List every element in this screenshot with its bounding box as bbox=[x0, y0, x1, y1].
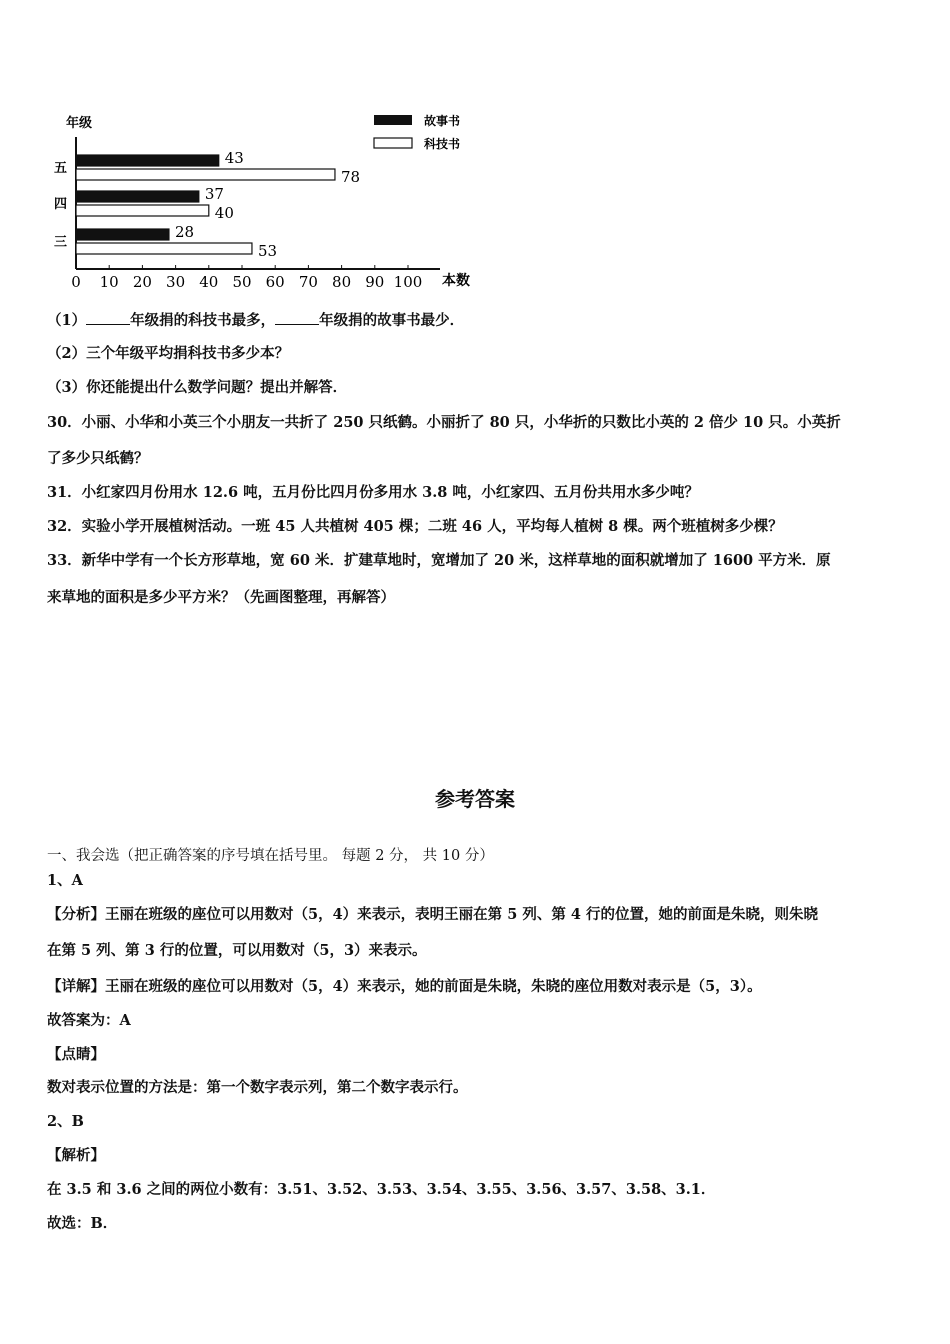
q29-part1 bbox=[47, 310, 910, 331]
answer2-explain-text: 在 3.5 和 3.6 之间的两位小数有：3.51、3.52、3.53、3.54、3.55、3.56、3.57、3.58、3.1． bbox=[47, 1181, 716, 1198]
story-bar-2 bbox=[76, 229, 169, 240]
science-bar-2 bbox=[76, 243, 252, 254]
story-value-label-0: 43 bbox=[224, 149, 244, 167]
x-tick-label-70: 70 bbox=[298, 273, 318, 291]
answer1-result: 故答案为：A bbox=[47, 1012, 131, 1029]
category-label-2: 三 bbox=[54, 235, 68, 250]
x-axis-label: 本数 bbox=[442, 273, 470, 289]
answer1-analysis-line1: 【分析】王丽在班级的座位可以用数对（5，4）来表示，表明王丽在第 5 列、第 4 行的位置，她的前面是朱晓，则朱晓 bbox=[47, 906, 819, 923]
answer-blank[interactable] bbox=[275, 310, 319, 325]
x-tick-label-60: 60 bbox=[265, 273, 285, 291]
science-value-label-2: 53 bbox=[257, 242, 278, 260]
science-bar-0 bbox=[76, 169, 335, 180]
q29-part1-text-a: 年级捐的科技书最多， bbox=[130, 312, 276, 329]
story-value-label-2: 28 bbox=[174, 223, 195, 241]
q32: 32．实验小学开展植树活动。一班 45 人共植树 405 棵；二班 46 人，平均每人植树 8 棵。两个班植树多少棵？ bbox=[47, 518, 783, 535]
q31: 31．小红家四月份用水 12.6 吨，五月份比四月份多用水 3.8 吨，小红家四、五月份共用水多少吨？ bbox=[47, 484, 699, 501]
story-bar-1 bbox=[76, 191, 199, 202]
answer1-comment-text: 数对表示位置的方法是：第一个数字表示列，第二个数字表示行。 bbox=[47, 1079, 468, 1096]
category-label-1: 四 bbox=[54, 197, 68, 212]
bar-chart bbox=[40, 105, 500, 300]
section1-heading: 一、我会选（把正确答案的序号填在括号里。 每题 2 分， 共 10 分） bbox=[47, 848, 494, 864]
q29-part3: （3）你还能提出什么数学问题？提出并解答． bbox=[47, 379, 348, 396]
y-axis-label: 年级 bbox=[66, 116, 93, 131]
answer2-explain-label: 【解析】 bbox=[47, 1147, 105, 1164]
category-label-0: 五 bbox=[54, 161, 68, 176]
x-tick-label-0: 0 bbox=[71, 273, 81, 291]
q33-line2: 来草地的面积是多少平方米？（先画图整理，再解答） bbox=[47, 589, 395, 606]
science-bar-1 bbox=[76, 205, 209, 216]
q29-part1-num: （1） bbox=[47, 312, 87, 329]
legend-label-story: 故事书 bbox=[424, 114, 461, 128]
answers-title: 参考答案 bbox=[435, 787, 515, 811]
q29-part1-text-b: 年级捐的故事书最少． bbox=[319, 312, 465, 329]
answer2-result: 故选：B． bbox=[47, 1215, 118, 1232]
answer1-label: 1、A bbox=[47, 872, 83, 889]
q30-line1: 30．小丽、小华和小英三个小朋友一共折了 250 只纸鹤。小丽折了 80 只，小华折的只数比小英的 2 倍少 10 只。小英折 bbox=[47, 414, 841, 431]
legend-swatch-story bbox=[374, 115, 412, 125]
q29-part2: （2）三个年级平均捐科技书多少本？ bbox=[47, 345, 290, 362]
x-tick-label-20: 20 bbox=[132, 273, 152, 291]
science-value-label-0: 78 bbox=[340, 168, 361, 186]
x-tick-label-40: 40 bbox=[199, 273, 219, 291]
q30-line2: 了多少只纸鹤？ bbox=[47, 450, 149, 467]
legend-swatch-science bbox=[374, 138, 412, 148]
x-tick-label-10: 10 bbox=[99, 273, 119, 291]
answer1-analysis-line2: 在第 5 列、第 3 行的位置，可以用数对（5，3）来表示。 bbox=[47, 942, 427, 959]
x-tick-label-80: 80 bbox=[332, 273, 352, 291]
x-tick-label-90: 90 bbox=[365, 273, 385, 291]
science-value-label-1: 40 bbox=[214, 204, 234, 222]
answer1-comment-label: 【点睛】 bbox=[47, 1046, 105, 1063]
answer-blank[interactable] bbox=[86, 310, 130, 325]
x-tick-label-50: 50 bbox=[232, 273, 252, 291]
q33-line1: 33．新华中学有一个长方形草地，宽 60 米．扩建草地时，宽增加了 20 米，这样草地的面积就增加了 1600 平方米．原 bbox=[47, 552, 831, 569]
story-bar-0 bbox=[76, 155, 219, 166]
x-tick-label-100: 100 bbox=[393, 273, 423, 291]
story-value-label-1: 37 bbox=[204, 185, 224, 203]
answer1-detail: 【详解】王丽在班级的座位可以用数对（5，4）来表示，她的前面是朱晓，朱晓的座位用数对表示是（5，3）。 bbox=[47, 978, 762, 995]
x-tick-label-30: 30 bbox=[166, 273, 186, 291]
answer2-label: 2、B bbox=[47, 1113, 84, 1130]
legend-label-science: 科技书 bbox=[424, 137, 461, 151]
